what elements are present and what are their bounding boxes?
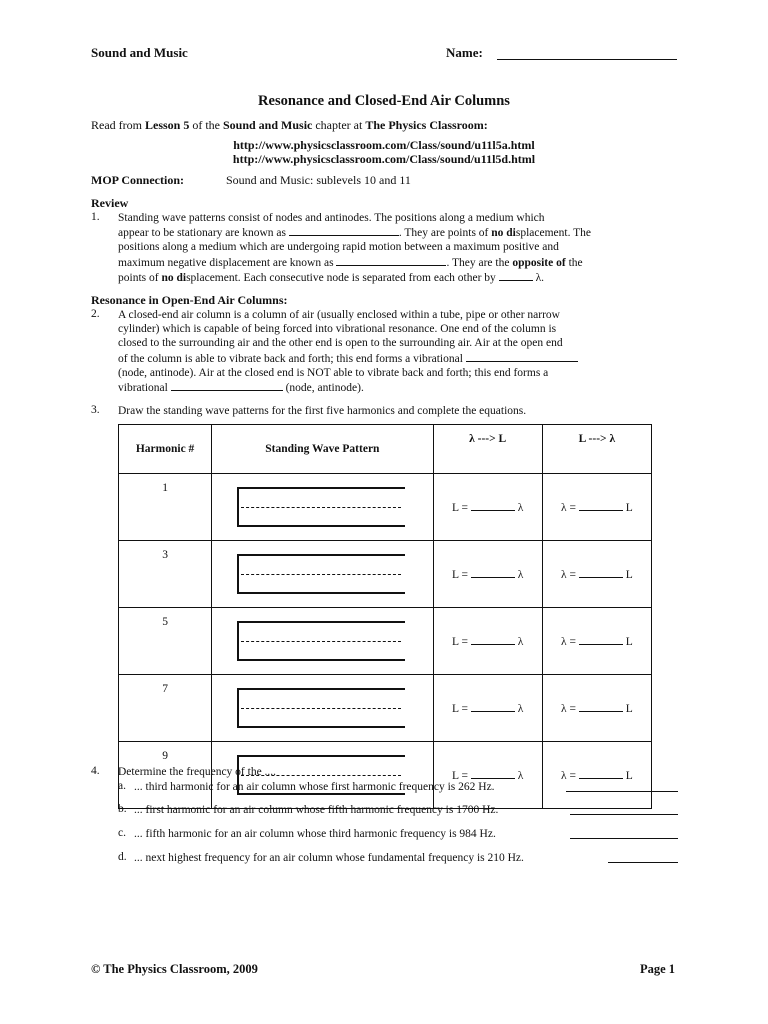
answer-blank[interactable] <box>579 567 623 578</box>
subquestion-text: ... first harmonic for an air column whose fifth harmonic frequency is 1700 Hz. <box>134 804 499 816</box>
harmonic-number: 7 <box>119 675 212 742</box>
resonance-heading: Resonance in Open-End Air Columns: <box>91 293 288 307</box>
tube-diagram <box>237 621 407 661</box>
eq-cell[interactable]: L = λ <box>433 742 542 809</box>
question-number-1: 1. <box>91 211 100 223</box>
header-subject: Sound and Music <box>91 45 188 60</box>
answer-blank[interactable] <box>566 791 678 792</box>
question-number-3: 3. <box>91 404 100 416</box>
table-row <box>119 474 652 541</box>
question-2-text: A closed-end air column is a column of air (usually enclosed within a tube, pipe or other narrow cylinder) which is capable of being forced into vibrational resonance. One end of the column is closed to the surrounding air and the other end is open to the surrounding air. Air at the open end of the column is able to vibrate back and forth; this end forms a vibrational (node, antinode). Air at the closed end is NOT able to vibrate back and forth; this end forms a vibrational (node, antinode). <box>118 308 678 395</box>
answer-blank[interactable] <box>579 634 623 645</box>
subquestion-letter: c. <box>118 827 126 839</box>
answer-blank[interactable] <box>471 634 515 645</box>
harmonics-table <box>118 424 652 809</box>
answer-blank[interactable] <box>171 380 283 391</box>
answer-blank[interactable] <box>336 255 446 266</box>
answer-blank[interactable] <box>471 567 515 578</box>
eq-cell[interactable]: L = λ <box>433 675 542 742</box>
question-number-4: 4. <box>91 765 100 777</box>
url-2[interactable]: http://www.physicsclassroom.com/Class/sound/u11l5d.html <box>232 152 536 166</box>
table-row <box>119 675 652 742</box>
pattern-cell[interactable] <box>212 675 433 742</box>
column-header: Harmonic # <box>119 425 212 474</box>
mop-label: MOP Connection: <box>91 173 184 187</box>
question-1-text: Standing wave patterns consist of nodes and antinodes. The positions along a medium which appear to be stationary are known as . They are points of no displacement. The positions along a medium which are undergoing rapid motion between a maximum positive and maximum negative displacement are known as . They are the opposite of the points of no displacement. Each consecutive node is separated from each other by λ. <box>118 212 592 284</box>
subquestion-text: ... next highest frequency for an air column whose fundamental frequency is 210 Hz. <box>134 852 524 864</box>
eq-cell[interactable]: λ = L <box>542 608 651 675</box>
table-row <box>119 608 652 675</box>
answer-blank[interactable] <box>608 862 678 863</box>
answer-blank[interactable] <box>579 768 623 779</box>
table-header-row <box>119 425 652 474</box>
answer-blank[interactable] <box>471 500 515 511</box>
pattern-cell[interactable] <box>212 541 433 608</box>
answer-blank[interactable] <box>289 225 399 236</box>
harmonic-number: 5 <box>119 608 212 675</box>
eq-cell[interactable]: L = λ <box>433 608 542 675</box>
answer-blank[interactable] <box>471 701 515 712</box>
subquestion-letter: d. <box>118 851 127 863</box>
review-heading: Review <box>91 196 129 210</box>
answer-blank[interactable] <box>579 701 623 712</box>
mop-value: Sound and Music: sublevels 10 and 11 <box>226 173 411 187</box>
pattern-cell[interactable] <box>212 474 433 541</box>
subquestion-letter: b. <box>118 803 127 815</box>
answer-blank[interactable] <box>499 270 533 281</box>
answer-blank[interactable] <box>579 500 623 511</box>
table-row <box>119 541 652 608</box>
url-1[interactable]: http://www.physicsclassroom.com/Class/sound/u11l5a.html <box>233 138 535 152</box>
question-4-intro: Determine the frequency of the .... <box>118 766 277 778</box>
harmonic-number: 3 <box>119 541 212 608</box>
subquestion-text: ... fifth harmonic for an air column whose third harmonic frequency is 984 Hz. <box>134 828 496 840</box>
eq-cell[interactable]: L = λ <box>433 474 542 541</box>
tube-diagram <box>237 688 407 728</box>
subquestion-letter: a. <box>118 780 126 792</box>
eq-cell[interactable]: L = λ <box>433 541 542 608</box>
eq-cell[interactable]: λ = L <box>542 541 651 608</box>
name-label: Name: <box>446 45 483 60</box>
eq-cell[interactable]: λ = L <box>542 742 651 809</box>
page-title: Resonance and Closed-End Air Columns <box>258 93 510 109</box>
footer-copyright: © The Physics Classroom, 2009 <box>91 962 258 976</box>
read-line: Read from Lesson 5 of the Sound and Music chapter at The Physics Classroom: <box>91 118 488 132</box>
pattern-cell[interactable] <box>212 608 433 675</box>
harmonic-number: 9 <box>119 742 212 809</box>
page-number: Page 1 <box>640 962 676 976</box>
tube-diagram <box>237 487 407 527</box>
question-number-2: 2. <box>91 308 100 320</box>
tube-diagram <box>237 554 407 594</box>
column-header: λ ---> L <box>433 425 542 474</box>
answer-blank[interactable] <box>570 838 678 839</box>
answer-blank[interactable] <box>471 768 515 779</box>
question-3-text: Draw the standing wave patterns for the first five harmonics and complete the equations. <box>118 405 527 417</box>
column-header: L ---> λ <box>542 425 651 474</box>
subquestion-text: ... third harmonic for an air column whose first harmonic frequency is 262 Hz. <box>134 781 495 793</box>
harmonic-number: 1 <box>119 474 212 541</box>
column-header: Standing Wave Pattern <box>212 425 433 474</box>
name-field[interactable] <box>497 59 677 60</box>
answer-blank[interactable] <box>466 351 578 362</box>
answer-blank[interactable] <box>570 814 678 815</box>
eq-cell[interactable]: λ = L <box>542 474 651 541</box>
eq-cell[interactable]: λ = L <box>542 675 651 742</box>
